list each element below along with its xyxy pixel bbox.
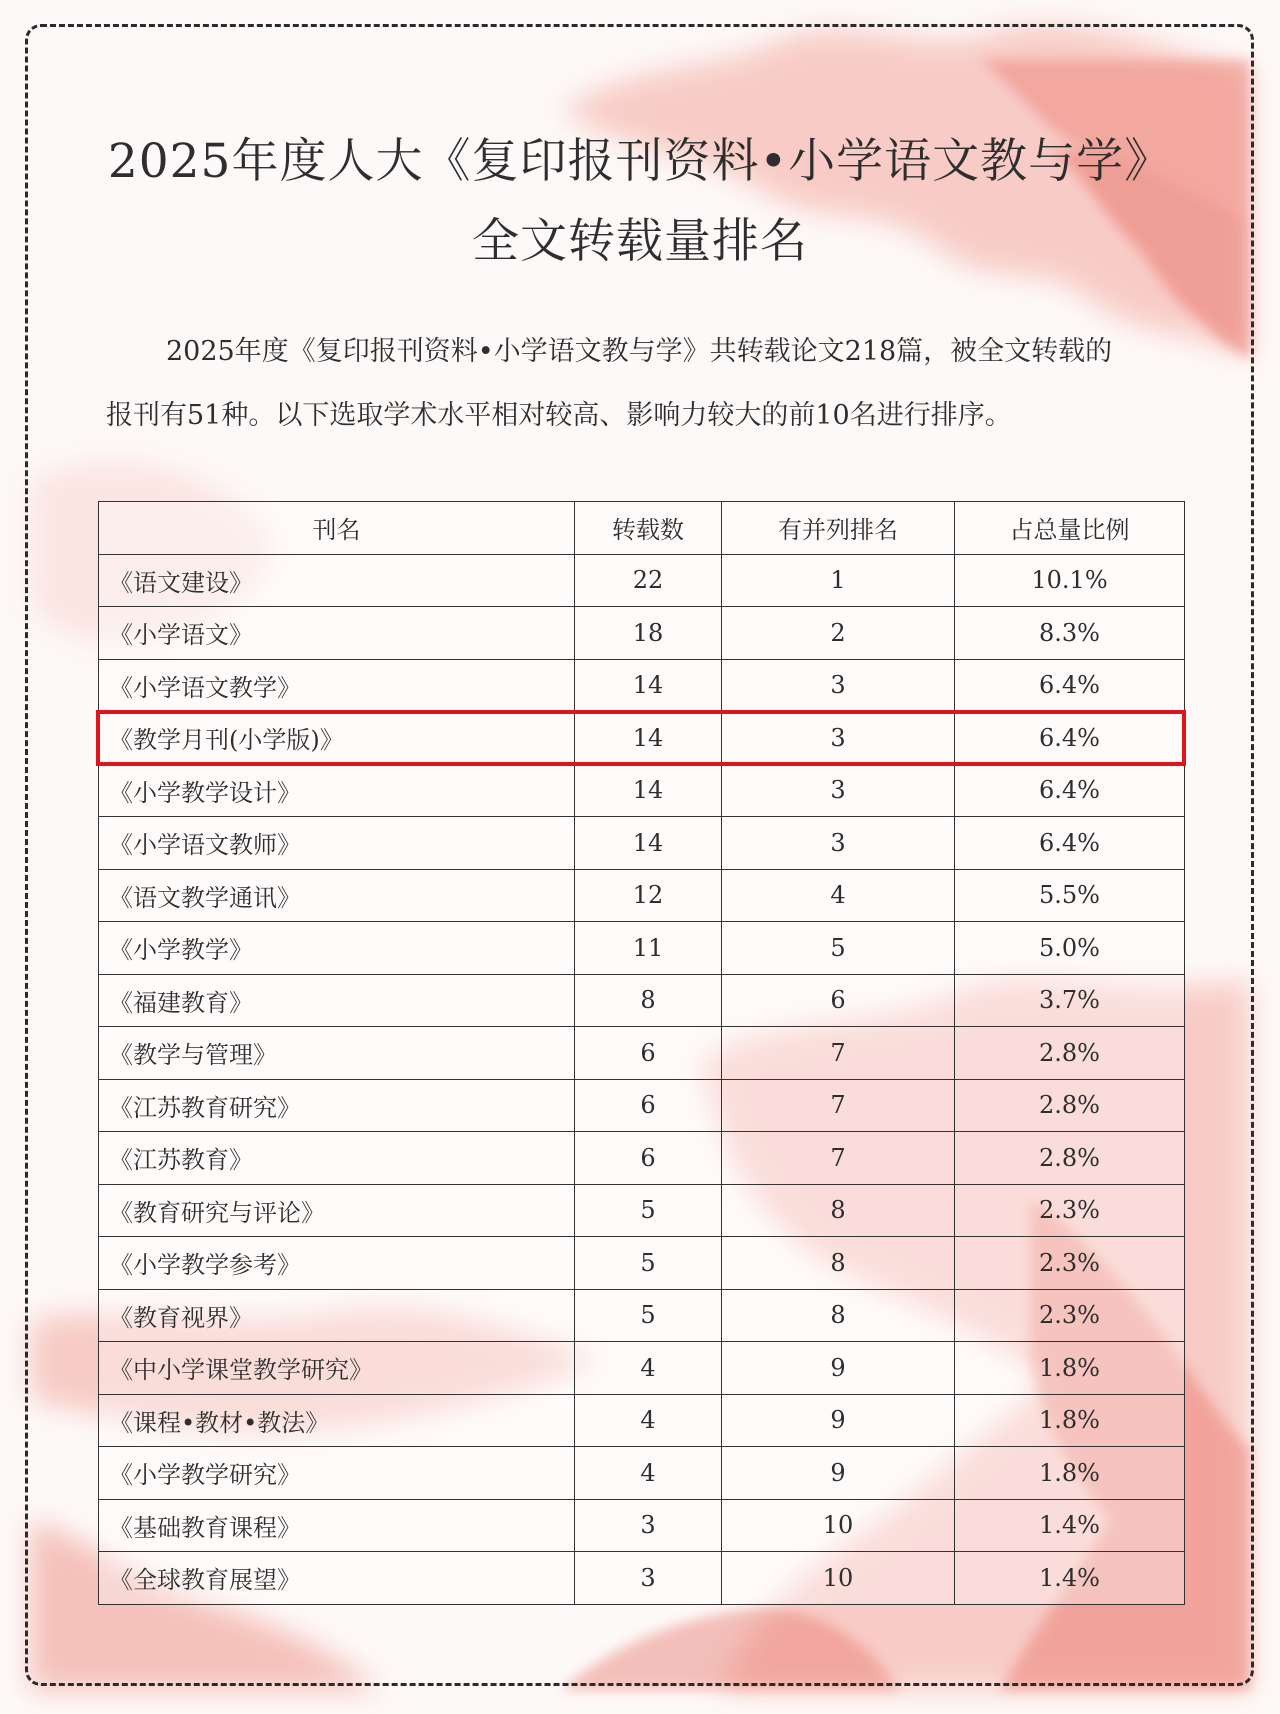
table-row <box>99 1552 1185 1605</box>
journal-name-cell: 《福建教育》 <box>99 974 575 1027</box>
table-row <box>99 1342 1185 1395</box>
rank-cell: 2 <box>722 607 955 660</box>
rank-cell: 4 <box>722 869 955 922</box>
rank-cell: 3 <box>722 764 955 817</box>
rank-cell: 3 <box>722 817 955 870</box>
table-row <box>99 554 1185 607</box>
share-cell: 8.3% <box>955 607 1185 660</box>
share-cell: 1.8% <box>955 1342 1185 1395</box>
reprint-count-cell: 11 <box>575 922 722 975</box>
column-header-reprint-count: 转载数 <box>575 502 722 555</box>
reprint-count-cell: 5 <box>575 1184 722 1237</box>
column-header-share: 占总量比例 <box>955 502 1185 555</box>
rank-cell: 7 <box>722 1132 955 1185</box>
journal-name-cell: 《小学教学研究》 <box>99 1447 575 1500</box>
journal-name-cell: 《小学教学》 <box>99 922 575 975</box>
table-row <box>99 1079 1185 1132</box>
rank-cell: 3 <box>722 712 955 765</box>
table-row <box>99 817 1185 870</box>
rank-cell: 10 <box>722 1552 955 1605</box>
table-header-row <box>99 502 1185 555</box>
rank-cell: 9 <box>722 1342 955 1395</box>
table-row <box>99 1499 1185 1552</box>
table-row <box>99 1132 1185 1185</box>
reprint-count-cell: 4 <box>575 1447 722 1500</box>
share-cell: 6.4% <box>955 817 1185 870</box>
rank-cell: 7 <box>722 1027 955 1080</box>
share-cell: 1.8% <box>955 1394 1185 1447</box>
journal-name-cell: 《小学语文》 <box>99 607 575 660</box>
share-cell: 10.1% <box>955 554 1185 607</box>
reprint-count-cell: 4 <box>575 1394 722 1447</box>
highlight-box <box>96 710 1186 767</box>
intro-paragraph-line1: 2025年度《复印报刊资料•小学语文教与学》共转载论文218篇，被全文转载的 <box>166 336 1113 367</box>
page-title-line1: 2025年度人大《复印报刊资料•小学语文教与学》 <box>107 134 1173 189</box>
rank-cell: 5 <box>722 922 955 975</box>
share-cell: 2.3% <box>955 1237 1185 1290</box>
share-cell: 5.5% <box>955 869 1185 922</box>
share-cell: 6.4% <box>955 712 1185 765</box>
rank-cell: 8 <box>722 1184 955 1237</box>
reprint-count-cell: 18 <box>575 607 722 660</box>
share-cell: 2.8% <box>955 1027 1185 1080</box>
ranking-table <box>98 501 1185 1605</box>
table-row <box>99 1184 1185 1237</box>
reprint-count-cell: 14 <box>575 659 722 712</box>
rank-cell: 7 <box>722 1079 955 1132</box>
share-cell: 2.8% <box>955 1132 1185 1185</box>
journal-name-cell: 《教育视界》 <box>99 1289 575 1342</box>
share-cell: 6.4% <box>955 659 1185 712</box>
table-row <box>99 659 1185 712</box>
reprint-count-cell: 4 <box>575 1342 722 1395</box>
table-row <box>99 974 1185 1027</box>
table-row <box>99 869 1185 922</box>
share-cell: 2.3% <box>955 1289 1185 1342</box>
journal-name-cell: 《江苏教育研究》 <box>99 1079 575 1132</box>
reprint-count-cell: 3 <box>575 1552 722 1605</box>
reprint-count-cell: 14 <box>575 817 722 870</box>
table-row <box>99 1447 1185 1500</box>
table-row <box>99 1289 1185 1342</box>
column-header-journal-name: 刊名 <box>99 502 575 555</box>
journal-name-cell: 《语文建设》 <box>99 554 575 607</box>
rank-cell: 3 <box>722 659 955 712</box>
journal-name-cell: 《教育研究与评论》 <box>99 1184 575 1237</box>
journal-name-cell: 《小学语文教学》 <box>99 659 575 712</box>
reprint-count-cell: 6 <box>575 1079 722 1132</box>
journal-name-cell: 《小学教学设计》 <box>99 764 575 817</box>
table-row <box>99 1394 1185 1447</box>
reprint-count-cell: 14 <box>575 764 722 817</box>
reprint-count-cell: 14 <box>575 712 722 765</box>
journal-name-cell: 《语文教学通讯》 <box>99 869 575 922</box>
rank-cell: 1 <box>722 554 955 607</box>
table-row <box>99 764 1185 817</box>
rank-cell: 10 <box>722 1499 955 1552</box>
rank-cell: 9 <box>722 1447 955 1500</box>
journal-name-cell: 《课程•教材•教法》 <box>99 1394 575 1447</box>
share-cell: 6.4% <box>955 764 1185 817</box>
journal-name-cell: 《全球教育展望》 <box>99 1552 575 1605</box>
reprint-count-cell: 5 <box>575 1289 722 1342</box>
share-cell: 3.7% <box>955 974 1185 1027</box>
rank-cell: 8 <box>722 1289 955 1342</box>
journal-name-cell: 《小学语文教师》 <box>99 817 575 870</box>
reprint-count-cell: 12 <box>575 869 722 922</box>
table-row <box>99 1237 1185 1290</box>
share-cell: 1.8% <box>955 1447 1185 1500</box>
page-title-line2: 全文转载量排名 <box>472 214 808 269</box>
journal-name-cell: 《教学与管理》 <box>99 1027 575 1080</box>
reprint-count-cell: 5 <box>575 1237 722 1290</box>
reprint-count-cell: 6 <box>575 1132 722 1185</box>
reprint-count-cell: 22 <box>575 554 722 607</box>
reprint-count-cell: 8 <box>575 974 722 1027</box>
table-row <box>99 1027 1185 1080</box>
share-cell: 2.8% <box>955 1079 1185 1132</box>
journal-name-cell: 《教学月刊(小学版)》 <box>99 712 575 765</box>
column-header-rank: 有并列排名 <box>722 502 955 555</box>
table-row <box>99 922 1185 975</box>
reprint-count-cell: 6 <box>575 1027 722 1080</box>
intro-paragraph-line2: 报刊有51种。以下选取学术水平相对较高、影响力较大的前10名进行排序。 <box>106 400 1012 431</box>
rank-cell: 8 <box>722 1237 955 1290</box>
share-cell: 2.3% <box>955 1184 1185 1237</box>
share-cell: 1.4% <box>955 1499 1185 1552</box>
table-row <box>99 607 1185 660</box>
journal-name-cell: 《基础教育课程》 <box>99 1499 575 1552</box>
reprint-count-cell: 3 <box>575 1499 722 1552</box>
journal-name-cell: 《中小学课堂教学研究》 <box>99 1342 575 1395</box>
share-cell: 1.4% <box>955 1552 1185 1605</box>
rank-cell: 6 <box>722 974 955 1027</box>
share-cell: 5.0% <box>955 922 1185 975</box>
journal-name-cell: 《江苏教育》 <box>99 1132 575 1185</box>
rank-cell: 9 <box>722 1394 955 1447</box>
journal-name-cell: 《小学教学参考》 <box>99 1237 575 1290</box>
